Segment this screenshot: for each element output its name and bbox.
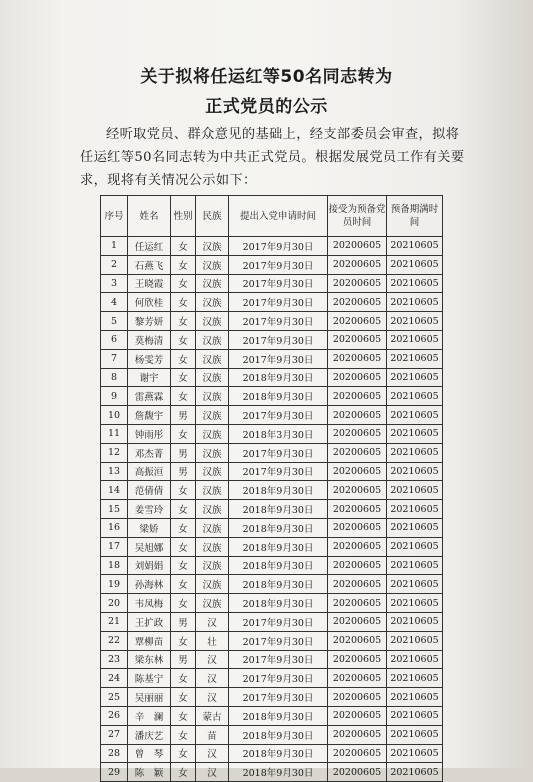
header-ethnicity: 民族 <box>196 196 229 237</box>
cell-name: 何欣桂 <box>128 293 171 312</box>
cell-gender: 男 <box>171 406 196 425</box>
cell-ethnicity: 苗 <box>196 725 229 744</box>
cell-ethnicity: 汉族 <box>196 424 229 443</box>
cell-probation-time: 20200605 <box>328 255 387 274</box>
cell-expiry-time: 20210605 <box>387 406 443 425</box>
cell-apply-time: 2018年9月30日 <box>229 725 328 744</box>
cell-expiry-time: 20210605 <box>387 744 443 763</box>
cell-apply-time: 2018年3月30日 <box>229 424 328 443</box>
cell-probation-time: 20200605 <box>328 763 387 782</box>
cell-expiry-time: 20210605 <box>387 763 443 782</box>
header-expiry-time: 预备期满时间 <box>387 196 443 237</box>
cell-ethnicity: 汉族 <box>196 330 229 349</box>
cell-gender: 男 <box>171 462 196 481</box>
cell-probation-time: 20200605 <box>328 349 387 368</box>
cell-ethnicity: 汉族 <box>196 556 229 575</box>
cell-apply-time: 2017年9月30日 <box>229 255 328 274</box>
cell-name: 莫梅清 <box>128 330 171 349</box>
cell-no: 2 <box>101 255 128 274</box>
cell-probation-time: 20200605 <box>328 594 387 613</box>
cell-probation-time: 20200605 <box>328 744 387 763</box>
cell-name: 王晓霞 <box>128 274 171 293</box>
cell-gender: 男 <box>171 612 196 631</box>
cell-expiry-time: 20210605 <box>387 368 443 387</box>
table-row <box>101 330 443 349</box>
title-line-2: 正式党员的公示 <box>205 97 328 117</box>
cell-gender: 女 <box>171 424 196 443</box>
cell-apply-time: 2018年9月30日 <box>229 518 328 537</box>
cell-gender: 女 <box>171 669 196 688</box>
cell-no: 14 <box>101 481 128 500</box>
cell-name: 孙海林 <box>128 575 171 594</box>
cell-gender: 女 <box>171 255 196 274</box>
cell-gender: 女 <box>171 688 196 707</box>
cell-name: 雷燕霖 <box>128 387 171 406</box>
table-row <box>101 443 443 462</box>
cell-expiry-time: 20210605 <box>387 293 443 312</box>
cell-ethnicity: 汉族 <box>196 406 229 425</box>
cell-gender: 女 <box>171 481 196 500</box>
cell-apply-time: 2017年9月30日 <box>229 650 328 669</box>
cell-expiry-time: 20210605 <box>387 612 443 631</box>
cell-apply-time: 2018年9月30日 <box>229 481 328 500</box>
cell-apply-time: 2017年9月30日 <box>229 669 328 688</box>
table-row <box>101 500 443 519</box>
table-row <box>101 518 443 537</box>
table-row <box>101 612 443 631</box>
cell-gender: 女 <box>171 725 196 744</box>
cell-expiry-time: 20210605 <box>387 556 443 575</box>
cell-name: 高振洹 <box>128 462 171 481</box>
cell-gender: 女 <box>171 706 196 725</box>
cell-expiry-time: 20210605 <box>387 518 443 537</box>
cell-ethnicity: 汉族 <box>196 368 229 387</box>
cell-name: 辛 澜 <box>128 706 171 725</box>
cell-gender: 男 <box>171 443 196 462</box>
cell-no: 18 <box>101 556 128 575</box>
cell-name: 陈基宁 <box>128 669 171 688</box>
cell-ethnicity: 汉 <box>196 669 229 688</box>
member-table <box>100 195 443 782</box>
cell-apply-time: 2017年9月30日 <box>229 349 328 368</box>
cell-probation-time: 20200605 <box>328 406 387 425</box>
cell-name: 姜雪玲 <box>128 500 171 519</box>
cell-apply-time: 2017年9月30日 <box>229 631 328 650</box>
table-row <box>101 424 443 443</box>
cell-gender: 女 <box>171 368 196 387</box>
cell-apply-time: 2018年9月30日 <box>229 763 328 782</box>
cell-expiry-time: 20210605 <box>387 650 443 669</box>
cell-apply-time: 2018年9月30日 <box>229 556 328 575</box>
cell-name: 石燕飞 <box>128 255 171 274</box>
cell-ethnicity: 汉族 <box>196 443 229 462</box>
header-probation-time: 接受为预备党员时间 <box>328 196 387 237</box>
cell-probation-time: 20200605 <box>328 537 387 556</box>
cell-expiry-time: 20210605 <box>387 349 443 368</box>
cell-no: 10 <box>101 406 128 425</box>
cell-name: 吴丽丽 <box>128 688 171 707</box>
cell-gender: 女 <box>171 537 196 556</box>
cell-expiry-time: 20210605 <box>387 631 443 650</box>
cell-apply-time: 2017年9月30日 <box>229 312 328 331</box>
cell-expiry-time: 20210605 <box>387 500 443 519</box>
cell-name: 詹馥宇 <box>128 406 171 425</box>
cell-gender: 女 <box>171 500 196 519</box>
cell-expiry-time: 20210605 <box>387 669 443 688</box>
cell-gender: 女 <box>171 349 196 368</box>
cell-expiry-time: 20210605 <box>387 481 443 500</box>
cell-expiry-time: 20210605 <box>387 443 443 462</box>
table-row <box>101 368 443 387</box>
table-row <box>101 387 443 406</box>
cell-expiry-time: 20210605 <box>387 537 443 556</box>
cell-expiry-time: 20210605 <box>387 387 443 406</box>
cell-ethnicity: 汉 <box>196 744 229 763</box>
header-apply-time: 提出入党申请时间 <box>229 196 328 237</box>
cell-apply-time: 2018年9月30日 <box>229 706 328 725</box>
cell-probation-time: 20200605 <box>328 443 387 462</box>
cell-expiry-time: 20210605 <box>387 725 443 744</box>
cell-probation-time: 20200605 <box>328 293 387 312</box>
cell-ethnicity: 蒙古 <box>196 706 229 725</box>
cell-name: 覃柳苗 <box>128 631 171 650</box>
cell-ethnicity: 汉 <box>196 763 229 782</box>
cell-gender: 女 <box>171 594 196 613</box>
cell-ethnicity: 汉族 <box>196 293 229 312</box>
cell-name: 任运红 <box>128 237 171 256</box>
cell-name: 邓杰菁 <box>128 443 171 462</box>
table-row <box>101 763 443 782</box>
cell-apply-time: 2017年9月30日 <box>229 293 328 312</box>
intro-paragraph: 经听取党员、群众意见的基础上，经支部委员会审查，拟将任运红等50名同志转为中共正式党员。根据发展党员工作有关要求，现将有关情况公示如下： <box>80 127 465 188</box>
cell-ethnicity: 汉族 <box>196 274 229 293</box>
cell-expiry-time: 20210605 <box>387 706 443 725</box>
cell-name: 王扩政 <box>128 612 171 631</box>
table-row <box>101 575 443 594</box>
cell-probation-time: 20200605 <box>328 330 387 349</box>
cell-probation-time: 20200605 <box>328 462 387 481</box>
table-row <box>101 237 443 256</box>
cell-name: 范倩倩 <box>128 481 171 500</box>
cell-no: 26 <box>101 706 128 725</box>
cell-gender: 女 <box>171 763 196 782</box>
cell-gender: 女 <box>171 631 196 650</box>
table-row <box>101 481 443 500</box>
table-row <box>101 706 443 725</box>
title-line-1: 关于拟将任运红等50名同志转为 <box>140 67 393 87</box>
table-row <box>101 349 443 368</box>
cell-ethnicity: 壮 <box>196 631 229 650</box>
cell-expiry-time: 20210605 <box>387 575 443 594</box>
cell-no: 3 <box>101 274 128 293</box>
cell-no: 25 <box>101 688 128 707</box>
cell-name: 黎芳妍 <box>128 312 171 331</box>
table-row <box>101 255 443 274</box>
cell-probation-time: 20200605 <box>328 631 387 650</box>
cell-name: 吴旭娜 <box>128 537 171 556</box>
cell-gender: 女 <box>171 293 196 312</box>
cell-probation-time: 20200605 <box>328 650 387 669</box>
cell-apply-time: 2017年9月30日 <box>229 330 328 349</box>
cell-ethnicity: 汉 <box>196 650 229 669</box>
cell-gender: 女 <box>171 330 196 349</box>
cell-probation-time: 20200605 <box>328 312 387 331</box>
cell-probation-time: 20200605 <box>328 518 387 537</box>
cell-gender: 女 <box>171 744 196 763</box>
cell-probation-time: 20200605 <box>328 556 387 575</box>
cell-probation-time: 20200605 <box>328 725 387 744</box>
cell-apply-time: 2018年9月30日 <box>229 500 328 519</box>
cell-no: 20 <box>101 594 128 613</box>
header-name: 姓名 <box>128 196 171 237</box>
table-row <box>101 744 443 763</box>
cell-expiry-time: 20210605 <box>387 312 443 331</box>
cell-expiry-time: 20210605 <box>387 237 443 256</box>
table-row <box>101 688 443 707</box>
table-row <box>101 312 443 331</box>
cell-apply-time: 2018年9月30日 <box>229 537 328 556</box>
cell-expiry-time: 20210605 <box>387 462 443 481</box>
cell-name: 陈 颖 <box>128 763 171 782</box>
cell-gender: 女 <box>171 274 196 293</box>
cell-no: 21 <box>101 612 128 631</box>
cell-apply-time: 2017年9月30日 <box>229 443 328 462</box>
cell-gender: 女 <box>171 237 196 256</box>
cell-probation-time: 20200605 <box>328 237 387 256</box>
cell-ethnicity: 汉族 <box>196 387 229 406</box>
cell-apply-time: 2017年9月30日 <box>229 274 328 293</box>
cell-gender: 女 <box>171 556 196 575</box>
cell-gender: 女 <box>171 387 196 406</box>
table-row <box>101 406 443 425</box>
table-row <box>101 274 443 293</box>
cell-name: 谢宇 <box>128 368 171 387</box>
table-row <box>101 594 443 613</box>
cell-no: 7 <box>101 349 128 368</box>
cell-probation-time: 20200605 <box>328 706 387 725</box>
cell-apply-time: 2018年9月30日 <box>229 387 328 406</box>
cell-ethnicity: 汉族 <box>196 462 229 481</box>
cell-no: 12 <box>101 443 128 462</box>
cell-apply-time: 2017年9月30日 <box>229 462 328 481</box>
cell-probation-time: 20200605 <box>328 481 387 500</box>
cell-no: 1 <box>101 237 128 256</box>
cell-ethnicity: 汉 <box>196 688 229 707</box>
cell-apply-time: 2017年9月30日 <box>229 406 328 425</box>
cell-apply-time: 2018年9月30日 <box>229 368 328 387</box>
table-row <box>101 725 443 744</box>
cell-no: 29 <box>101 763 128 782</box>
cell-name: 梁娇 <box>128 518 171 537</box>
cell-name: 钟雨彤 <box>128 424 171 443</box>
cell-ethnicity: 汉族 <box>196 537 229 556</box>
table-row <box>101 293 443 312</box>
header-gender: 性别 <box>171 196 196 237</box>
cell-probation-time: 20200605 <box>328 387 387 406</box>
cell-apply-time: 2017年9月30日 <box>229 612 328 631</box>
cell-probation-time: 20200605 <box>328 424 387 443</box>
cell-probation-time: 20200605 <box>328 368 387 387</box>
table-row <box>101 537 443 556</box>
cell-no: 6 <box>101 330 128 349</box>
cell-expiry-time: 20210605 <box>387 688 443 707</box>
cell-expiry-time: 20210605 <box>387 594 443 613</box>
cell-no: 19 <box>101 575 128 594</box>
cell-gender: 男 <box>171 650 196 669</box>
cell-no: 22 <box>101 631 128 650</box>
cell-apply-time: 2017年9月30日 <box>229 237 328 256</box>
cell-ethnicity: 汉族 <box>196 518 229 537</box>
cell-ethnicity: 汉族 <box>196 349 229 368</box>
table-row <box>101 650 443 669</box>
cell-apply-time: 2018年9月30日 <box>229 575 328 594</box>
table-row <box>101 669 443 688</box>
cell-probation-time: 20200605 <box>328 688 387 707</box>
cell-name: 杨雯芳 <box>128 349 171 368</box>
cell-expiry-time: 20210605 <box>387 330 443 349</box>
cell-gender: 女 <box>171 312 196 331</box>
cell-ethnicity: 汉族 <box>196 594 229 613</box>
cell-no: 13 <box>101 462 128 481</box>
cell-expiry-time: 20210605 <box>387 255 443 274</box>
cell-name: 梁东林 <box>128 650 171 669</box>
cell-apply-time: 2018年9月30日 <box>229 594 328 613</box>
cell-no: 24 <box>101 669 128 688</box>
cell-name: 刘娟娟 <box>128 556 171 575</box>
cell-no: 17 <box>101 537 128 556</box>
cell-no: 9 <box>101 387 128 406</box>
cell-name: 曾 琴 <box>128 744 171 763</box>
table-body <box>101 237 443 782</box>
cell-no: 11 <box>101 424 128 443</box>
cell-gender: 女 <box>171 518 196 537</box>
table-header-row <box>101 196 443 237</box>
cell-probation-time: 20200605 <box>328 575 387 594</box>
cell-no: 15 <box>101 500 128 519</box>
cell-name: 韦凤梅 <box>128 594 171 613</box>
cell-no: 28 <box>101 744 128 763</box>
cell-expiry-time: 20210605 <box>387 274 443 293</box>
cell-ethnicity: 汉族 <box>196 312 229 331</box>
cell-ethnicity: 汉族 <box>196 255 229 274</box>
cell-ethnicity: 汉族 <box>196 481 229 500</box>
cell-ethnicity: 汉族 <box>196 500 229 519</box>
cell-ethnicity: 汉族 <box>196 575 229 594</box>
cell-probation-time: 20200605 <box>328 612 387 631</box>
table-row <box>101 631 443 650</box>
cell-no: 8 <box>101 368 128 387</box>
cell-ethnicity: 汉 <box>196 612 229 631</box>
table-row <box>101 556 443 575</box>
cell-name: 潘庆艺 <box>128 725 171 744</box>
cell-no: 27 <box>101 725 128 744</box>
cell-probation-time: 20200605 <box>328 669 387 688</box>
cell-expiry-time: 20210605 <box>387 424 443 443</box>
cell-apply-time: 2017年9月30日 <box>229 688 328 707</box>
cell-no: 5 <box>101 312 128 331</box>
cell-probation-time: 20200605 <box>328 500 387 519</box>
cell-no: 23 <box>101 650 128 669</box>
cell-apply-time: 2018年9月30日 <box>229 744 328 763</box>
cell-probation-time: 20200605 <box>328 274 387 293</box>
cell-ethnicity: 汉族 <box>196 237 229 256</box>
cell-no: 4 <box>101 293 128 312</box>
cell-no: 16 <box>101 518 128 537</box>
header-no: 序号 <box>101 196 128 237</box>
table-row <box>101 462 443 481</box>
cell-gender: 女 <box>171 575 196 594</box>
